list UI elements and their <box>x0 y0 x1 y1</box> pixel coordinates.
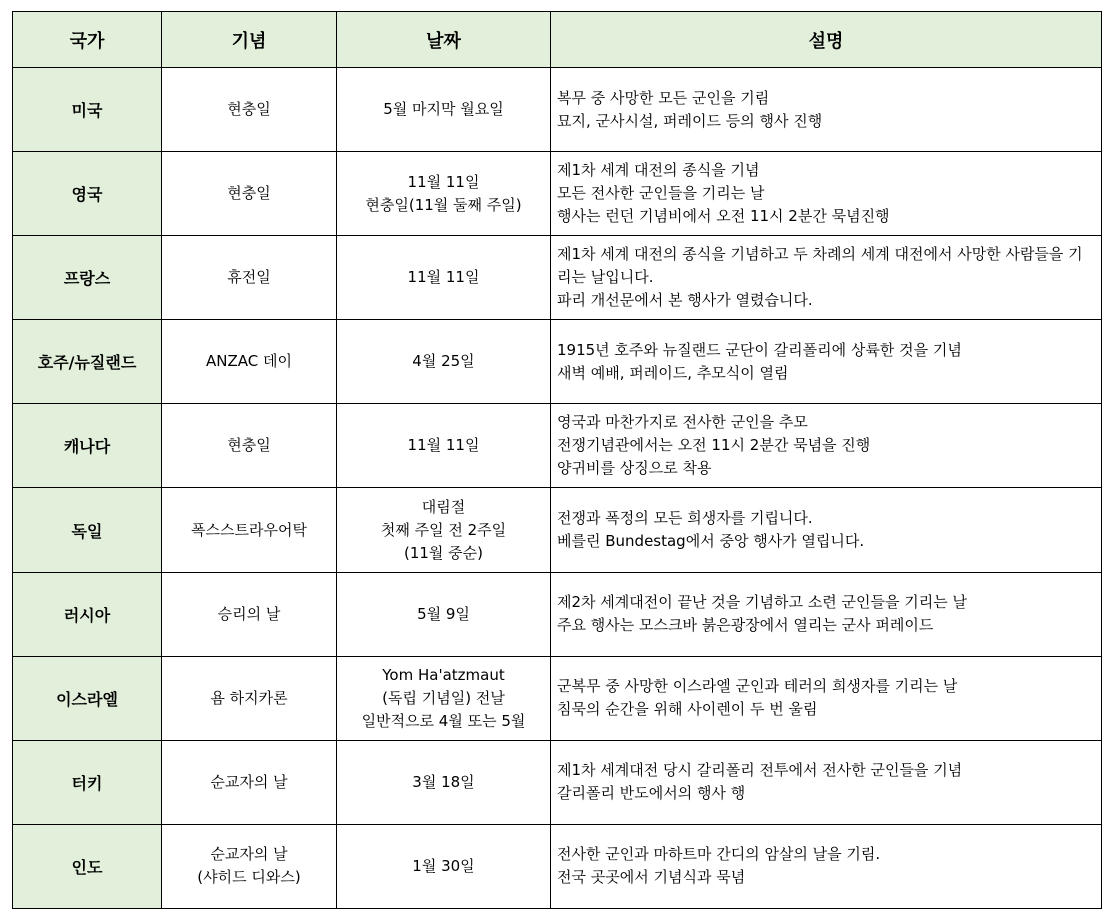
memorial-cell-line: 욤 하지카론 <box>210 688 288 707</box>
description-cell-line: 영국과 마찬가지로 전사한 군인을 추모 <box>557 413 808 432</box>
country-cell: 인도 <box>13 824 162 908</box>
description-cell-line: 제1차 세계 대전의 종식을 기념 <box>557 161 760 180</box>
memorial-cell <box>162 152 337 236</box>
country-cell: 이스라엘 <box>13 656 162 740</box>
date-cell <box>337 236 551 320</box>
description-cell-line: 모든 전사한 군인들을 기리는 날 <box>557 184 765 203</box>
country-cell: 호주/뉴질랜드 <box>13 320 162 404</box>
table-row <box>13 320 1102 404</box>
description-cell <box>551 656 1102 740</box>
date-cell-line: 3월 18일 <box>412 772 475 791</box>
memorial-cell-line: (샤히드 디와스) <box>197 868 301 887</box>
date-cell <box>337 656 551 740</box>
date-cell <box>337 152 551 236</box>
date-cell-line: (독립 기념일) 전날 <box>382 688 505 707</box>
memorial-cell <box>162 656 337 740</box>
country-cell: 터키 <box>13 740 162 824</box>
memorial-cell-line: 현충일 <box>227 100 271 119</box>
memorial-cell <box>162 68 337 152</box>
date-cell-line: (11월 중순) <box>403 543 484 562</box>
memorial-days-table-container <box>12 11 1101 909</box>
description-cell-line: 복무 중 사망한 모든 군인을 기림 <box>557 88 770 107</box>
description-cell-line: 갈리폴리 반도에서의 행사 행 <box>557 784 746 803</box>
header-description: 설명 <box>551 12 1102 68</box>
description-cell <box>551 572 1102 656</box>
description-cell-line: 전사한 군인과 마하트마 간디의 암살의 날을 기림. <box>557 845 881 864</box>
description-cell-line: 베를린 Bundestag에서 중앙 행사가 열립니다. <box>557 532 865 551</box>
date-cell-line: 일반적으로 4월 또는 5월 <box>361 711 526 730</box>
table-row <box>13 824 1102 908</box>
date-cell-line: 첫째 주일 전 2주일 <box>380 520 507 539</box>
memorial-cell-line: 휴전일 <box>227 268 271 287</box>
memorial-cell <box>162 824 337 908</box>
table-row <box>13 740 1102 824</box>
memorial-cell-line: 승리의 날 <box>217 604 281 623</box>
date-cell <box>337 824 551 908</box>
description-cell-line: 1915년 호주와 뉴질랜드 군단이 갈리폴리에 상륙한 것을 기념 <box>557 340 962 359</box>
description-cell <box>551 824 1102 908</box>
date-cell-line: 11월 11일 <box>407 172 480 191</box>
description-cell <box>551 152 1102 236</box>
memorial-cell-line: 현충일 <box>227 436 271 455</box>
table-row <box>13 488 1102 572</box>
date-cell <box>337 572 551 656</box>
date-cell <box>337 488 551 572</box>
date-cell-line: Yom Ha'atzmaut <box>382 665 505 684</box>
table-row <box>13 152 1102 236</box>
date-cell <box>337 404 551 488</box>
memorial-cell <box>162 740 337 824</box>
memorial-cell <box>162 572 337 656</box>
memorial-days-table <box>12 11 1102 909</box>
date-cell-line: 대림절 <box>421 497 466 516</box>
country-cell: 미국 <box>13 68 162 152</box>
date-cell-line: 5월 9일 <box>417 604 470 623</box>
date-cell-line: 11월 11일 <box>407 436 480 455</box>
date-cell-line: 현충일(11월 둘째 주일) <box>365 195 522 214</box>
table-row <box>13 236 1102 320</box>
description-cell-line: 전쟁기념관에서는 오전 11시 2분간 묵념을 진행 <box>557 436 871 455</box>
description-cell <box>551 68 1102 152</box>
date-cell-line: 1월 30일 <box>412 856 475 875</box>
table-body <box>13 68 1102 909</box>
description-cell <box>551 740 1102 824</box>
table-header <box>13 12 1102 68</box>
memorial-cell-line: 순교자의 날 <box>210 845 288 864</box>
description-cell-line: 양귀비를 상징으로 착용 <box>557 459 712 478</box>
description-cell <box>551 404 1102 488</box>
table-row <box>13 404 1102 488</box>
header-country: 국가 <box>13 12 162 68</box>
date-cell <box>337 68 551 152</box>
date-cell-line: 11월 11일 <box>407 268 480 287</box>
memorial-cell-line: 순교자의 날 <box>210 772 288 791</box>
description-cell <box>551 320 1102 404</box>
header-row <box>13 12 1102 68</box>
description-cell-line: 파리 개선문에서 본 행사가 열렸습니다. <box>557 291 813 310</box>
description-cell-line: 군복무 중 사망한 이스라엘 군인과 테러의 희생자를 기리는 날 <box>557 677 958 696</box>
country-cell: 독일 <box>13 488 162 572</box>
memorial-cell-line: ANZAC 데이 <box>206 352 292 371</box>
description-cell-line: 침묵의 순간을 위해 사이렌이 두 번 울림 <box>557 700 818 719</box>
table-row <box>13 656 1102 740</box>
description-cell-line: 주요 행사는 모스크바 붉은광장에서 열리는 군사 퍼레이드 <box>557 616 934 635</box>
description-cell <box>551 236 1102 320</box>
date-cell <box>337 740 551 824</box>
header-date: 날짜 <box>337 12 551 68</box>
description-cell-line: 묘지, 군사시설, 퍼레이드 등의 행사 진행 <box>557 111 823 130</box>
date-cell-line: 4월 25일 <box>412 352 475 371</box>
description-cell-line: 새벽 예배, 퍼레이드, 추모식이 열림 <box>557 363 789 382</box>
date-cell-line: 5월 마지막 월요일 <box>383 100 504 119</box>
memorial-cell <box>162 404 337 488</box>
memorial-cell-line: 현충일 <box>227 184 271 203</box>
country-cell: 영국 <box>13 152 162 236</box>
description-cell-line: 전쟁과 폭정의 모든 희생자를 기립니다. <box>557 509 813 528</box>
date-cell <box>337 320 551 404</box>
description-cell-line: 전국 곳곳에서 기념식과 묵념 <box>557 868 746 887</box>
memorial-cell <box>162 488 337 572</box>
description-cell-line: 제2차 세계대전이 끝난 것을 기념하고 소련 군인들을 기리는 날 <box>557 593 967 612</box>
description-cell <box>551 488 1102 572</box>
memorial-cell <box>162 320 337 404</box>
description-cell-line: 행사는 런던 기념비에서 오전 11시 2분간 묵념진행 <box>557 207 890 226</box>
header-memorial: 기념 <box>162 12 337 68</box>
memorial-cell-line: 폭스스트라우어탁 <box>191 520 307 539</box>
description-cell-line: 제1차 세계 대전의 종식을 기념하고 두 차례의 세계 대전에서 사망한 사람들을 기리는 날입니다. <box>557 245 1083 287</box>
memorial-cell <box>162 236 337 320</box>
country-cell: 프랑스 <box>13 236 162 320</box>
table-row <box>13 68 1102 152</box>
table-row <box>13 572 1102 656</box>
country-cell: 러시아 <box>13 572 162 656</box>
country-cell: 캐나다 <box>13 404 162 488</box>
description-cell-line: 제1차 세계대전 당시 갈리폴리 전투에서 전사한 군인들을 기념 <box>557 761 963 780</box>
